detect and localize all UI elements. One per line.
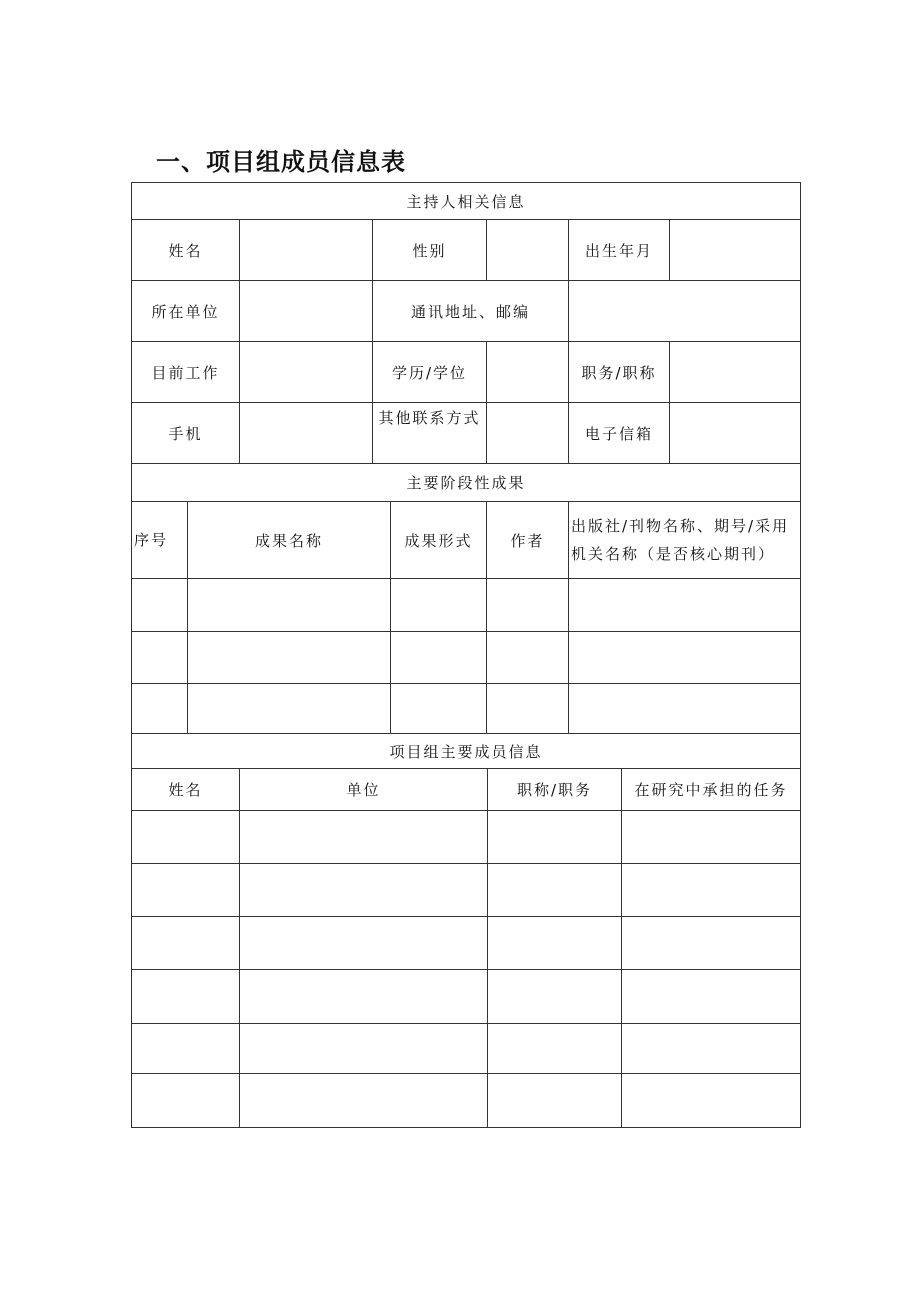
- address-label: 通讯地址、邮编: [373, 281, 569, 342]
- achievements-section-header: 主要阶段性成果: [132, 464, 801, 502]
- table-cell[interactable]: [132, 684, 188, 734]
- table-cell[interactable]: [240, 970, 488, 1024]
- name-field[interactable]: [240, 220, 373, 281]
- table-cell[interactable]: [132, 1024, 240, 1074]
- table-cell[interactable]: [622, 970, 801, 1024]
- table-cell[interactable]: [488, 864, 622, 917]
- achievements-table: [131, 463, 801, 734]
- education-field[interactable]: [487, 342, 569, 403]
- table-cell[interactable]: [488, 1074, 622, 1128]
- table-cell[interactable]: [188, 579, 391, 632]
- table-cell[interactable]: [391, 632, 487, 684]
- name-label: 姓名: [132, 220, 240, 281]
- members-section-header: 项目组主要成员信息: [132, 734, 801, 769]
- table-cell[interactable]: [240, 1024, 488, 1074]
- table-cell[interactable]: [488, 1024, 622, 1074]
- current-work-field[interactable]: [240, 342, 373, 403]
- table-row: [132, 1074, 801, 1128]
- host-section-header: 主持人相关信息: [132, 183, 801, 220]
- members-table: [131, 733, 801, 1128]
- education-label: 学历/学位: [373, 342, 487, 403]
- table-cell[interactable]: [240, 917, 488, 970]
- table-cell[interactable]: [487, 684, 569, 734]
- table-cell[interactable]: [240, 811, 488, 864]
- table-cell[interactable]: [132, 970, 240, 1024]
- table-cell[interactable]: [488, 970, 622, 1024]
- table-cell[interactable]: [132, 1074, 240, 1128]
- table-row: [132, 970, 801, 1024]
- col-achievement-form: 成果形式: [391, 502, 487, 579]
- current-work-label: 目前工作: [132, 342, 240, 403]
- table-row: [132, 632, 801, 684]
- table-cell[interactable]: [487, 579, 569, 632]
- col-author: 作者: [487, 502, 569, 579]
- page-title: 一、项目组成员信息表: [156, 148, 406, 176]
- col-member-unit: 单位: [240, 769, 488, 811]
- address-field[interactable]: [569, 281, 801, 342]
- table-cell[interactable]: [622, 1074, 801, 1128]
- table-cell[interactable]: [132, 864, 240, 917]
- table-cell[interactable]: [569, 684, 801, 734]
- col-member-title: 职称/职务: [488, 769, 622, 811]
- table-row: [132, 1024, 801, 1074]
- col-member-name: 姓名: [132, 769, 240, 811]
- table-row: [132, 917, 801, 970]
- birth-label: 出生年月: [569, 220, 670, 281]
- col-publisher: 出版社/刊物名称、期号/采用机关名称（是否核心期刊）: [569, 502, 801, 579]
- table-cell[interactable]: [622, 1024, 801, 1074]
- unit-field[interactable]: [240, 281, 373, 342]
- table-cell[interactable]: [132, 579, 188, 632]
- table-cell[interactable]: [622, 917, 801, 970]
- table-cell[interactable]: [188, 684, 391, 734]
- table-row: [132, 864, 801, 917]
- table-cell[interactable]: [488, 811, 622, 864]
- table-row: [132, 579, 801, 632]
- job-title-field[interactable]: [670, 342, 801, 403]
- table-cell[interactable]: [391, 684, 487, 734]
- job-title-label: 职务/职称: [569, 342, 670, 403]
- table-row: [132, 811, 801, 864]
- table-cell[interactable]: [569, 632, 801, 684]
- birth-field[interactable]: [670, 220, 801, 281]
- table-cell[interactable]: [487, 632, 569, 684]
- table-cell[interactable]: [132, 917, 240, 970]
- col-serial: 序号: [132, 502, 188, 579]
- other-contact-label: 其他联系方式: [373, 403, 487, 464]
- col-member-task: 在研究中承担的任务: [622, 769, 801, 811]
- gender-field[interactable]: [487, 220, 569, 281]
- email-label: 电子信箱: [569, 403, 670, 464]
- table-cell[interactable]: [622, 864, 801, 917]
- phone-field[interactable]: [240, 403, 373, 464]
- unit-label: 所在单位: [132, 281, 240, 342]
- email-field[interactable]: [670, 403, 801, 464]
- phone-label: 手机: [132, 403, 240, 464]
- table-cell[interactable]: [569, 579, 801, 632]
- table-cell[interactable]: [391, 579, 487, 632]
- table-cell[interactable]: [188, 632, 391, 684]
- gender-label: 性别: [373, 220, 487, 281]
- other-contact-field[interactable]: [487, 403, 569, 464]
- table-cell[interactable]: [132, 632, 188, 684]
- col-achievement-name: 成果名称: [188, 502, 391, 579]
- table-cell[interactable]: [132, 811, 240, 864]
- table-cell[interactable]: [240, 1074, 488, 1128]
- host-info-table: [131, 182, 801, 464]
- table-cell[interactable]: [488, 917, 622, 970]
- table-cell[interactable]: [240, 864, 488, 917]
- table-cell[interactable]: [622, 811, 801, 864]
- table-row: [132, 684, 801, 734]
